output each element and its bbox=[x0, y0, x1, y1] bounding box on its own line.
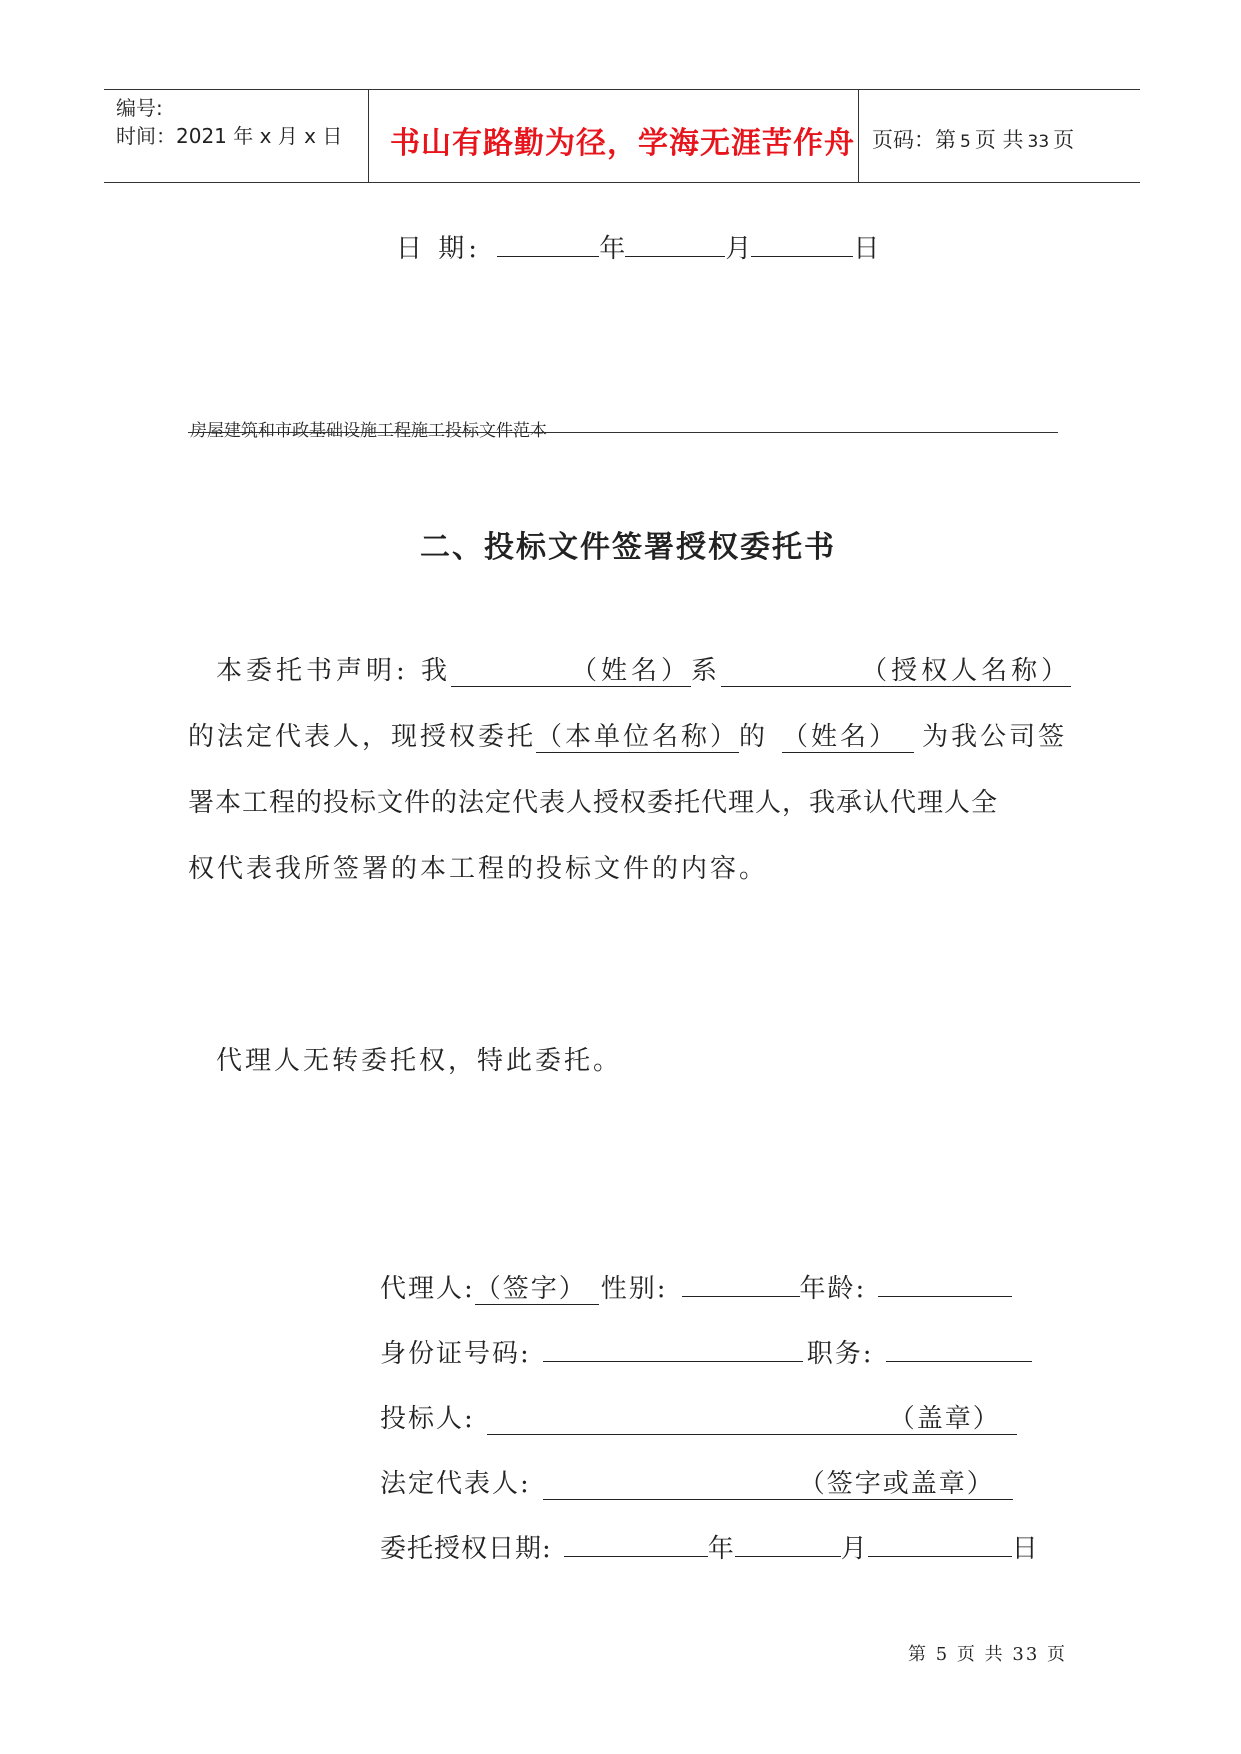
footer-page-indicator bbox=[908, 1640, 1067, 1666]
auth-date-row bbox=[380, 1528, 1039, 1565]
date-day: 日 bbox=[853, 234, 880, 264]
running-head-rule bbox=[188, 432, 1058, 433]
gender-blank bbox=[682, 1270, 800, 1297]
legal-rep-label: 法定代表人: bbox=[380, 1469, 531, 1499]
header-page-number: 5 bbox=[960, 132, 971, 152]
bidder-label: 投标人: bbox=[380, 1404, 475, 1434]
document-title: 二、投标文件签署授权委托书 bbox=[420, 530, 836, 565]
declaration-for-company: 为我公司签 bbox=[922, 722, 1068, 752]
header-page-mid: 页 共 bbox=[974, 128, 1024, 152]
auth-year: 年 bbox=[707, 1534, 735, 1564]
age-label: 年龄: bbox=[799, 1274, 867, 1304]
declaration-intro: 本委托书声明: 我 bbox=[216, 656, 452, 686]
auth-month-blank bbox=[735, 1530, 841, 1557]
date-label: 日 期: bbox=[396, 234, 482, 264]
footer-mid: 页 共 bbox=[956, 1644, 1005, 1665]
date-day-blank bbox=[751, 230, 853, 257]
position-label: 职务: bbox=[806, 1339, 874, 1369]
gender-label: 性别: bbox=[600, 1274, 668, 1304]
declaration-line-2 bbox=[188, 716, 1067, 753]
legal-rep-blank bbox=[543, 1469, 1013, 1500]
bidder-row bbox=[380, 1398, 1017, 1435]
agent-sign: （签字） bbox=[474, 1274, 587, 1304]
header-page-indicator bbox=[872, 124, 1074, 154]
bidder-seal: （盖章） bbox=[888, 1404, 1001, 1434]
date-month: 月 bbox=[725, 234, 752, 264]
agent-label: 代理人: bbox=[380, 1274, 475, 1304]
age-blank bbox=[878, 1270, 1012, 1297]
footer-page: 5 bbox=[935, 1644, 950, 1665]
footer-total: 33 bbox=[1012, 1644, 1040, 1665]
header-top-rule bbox=[104, 89, 1140, 90]
id-blank bbox=[543, 1335, 803, 1362]
header-bottom-rule bbox=[104, 182, 1140, 183]
declaration-de: 的 bbox=[739, 722, 769, 752]
header-page-total: 33 bbox=[1027, 132, 1050, 152]
declaration-agent-blank bbox=[782, 722, 914, 753]
header-page-end: 页 bbox=[1053, 128, 1075, 152]
legal-rep-row bbox=[380, 1463, 1013, 1500]
date-year-blank bbox=[497, 230, 599, 257]
auth-month: 月 bbox=[840, 1534, 868, 1564]
header-motto: 书山有路勤为径，学海无涯苦作舟 bbox=[390, 126, 855, 161]
auth-day: 日 bbox=[1011, 1534, 1039, 1564]
header-divider-left bbox=[368, 89, 369, 182]
declaration-xi: 系 bbox=[691, 656, 722, 686]
id-row bbox=[380, 1333, 1032, 1370]
legal-rep-seal: （签字或盖章） bbox=[798, 1469, 995, 1499]
bidder-blank bbox=[487, 1404, 1017, 1435]
serial-label: 编号: bbox=[116, 96, 163, 120]
running-head: 房屋建筑和市政基础设施工程施工投标文件范本 bbox=[190, 421, 547, 441]
declaration-name: （姓名） bbox=[571, 656, 692, 686]
agent-sign-blank bbox=[475, 1274, 599, 1305]
header-page-label: 页码：第 bbox=[872, 128, 956, 152]
declaration-unit-name: （本单位名称） bbox=[536, 722, 740, 752]
declaration-auth-name: （授权人名称） bbox=[861, 656, 1072, 686]
declaration-legal-rep: 的法定代表人，现授权委托 bbox=[188, 722, 537, 752]
declaration-line-3: 署本工程的投标文件的法定代表人授权委托代理人，我承认代理人全 bbox=[188, 788, 999, 818]
footer-suffix: 页 bbox=[1047, 1644, 1068, 1665]
footer-prefix: 第 bbox=[908, 1644, 928, 1665]
auth-year-blank bbox=[564, 1530, 708, 1557]
agent-row bbox=[380, 1268, 1012, 1305]
date-year: 年 bbox=[599, 234, 626, 264]
date-month-blank bbox=[625, 230, 725, 257]
declaration-name-blank bbox=[451, 656, 691, 687]
declaration-unit-blank bbox=[536, 722, 739, 753]
declaration-line-1 bbox=[216, 650, 1071, 687]
header-divider-right bbox=[858, 89, 859, 182]
no-transfer-statement: 代理人无转委托权，特此委托。 bbox=[216, 1046, 623, 1076]
declaration-auth-blank bbox=[721, 656, 1071, 687]
auth-day-blank bbox=[868, 1530, 1012, 1557]
declaration-line-4: 权代表我所签署的本工程的投标文件的内容。 bbox=[188, 854, 769, 884]
position-blank bbox=[886, 1335, 1032, 1362]
id-label: 身份证号码: bbox=[380, 1339, 531, 1369]
time-label: 时间：2021 年 x 月 x 日 bbox=[116, 124, 343, 148]
auth-date-label: 委托授权日期: bbox=[380, 1534, 552, 1564]
declaration-agent-name: （姓名） bbox=[782, 722, 899, 752]
date-line bbox=[396, 228, 879, 265]
